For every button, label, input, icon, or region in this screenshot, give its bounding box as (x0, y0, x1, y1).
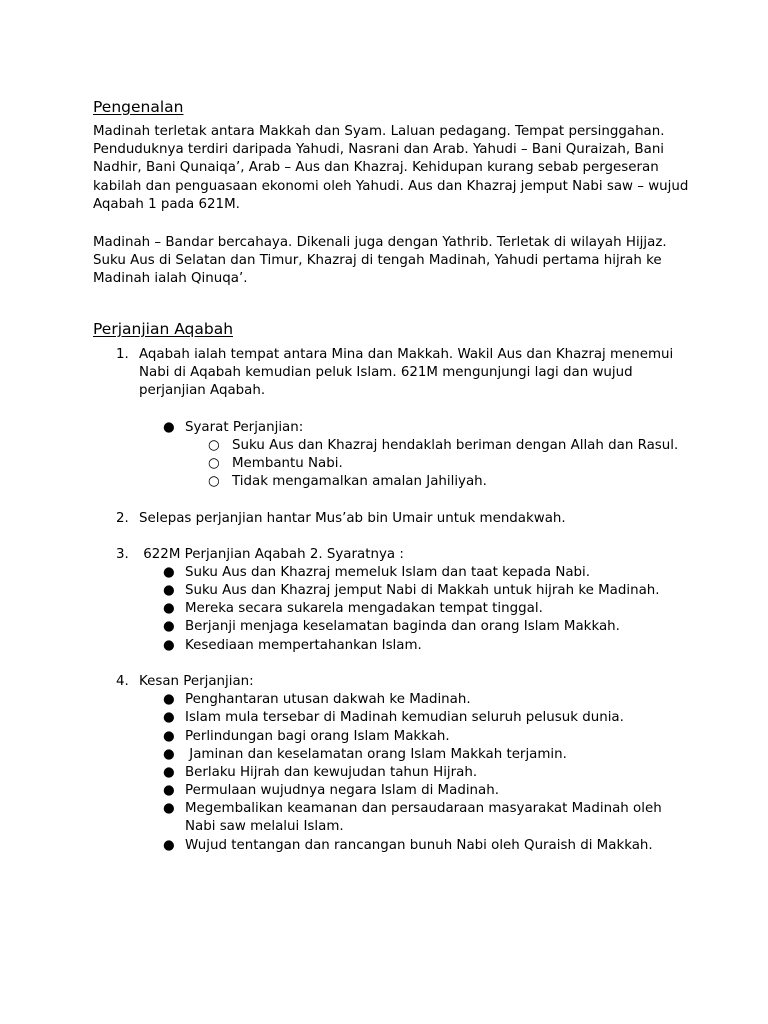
list-number: 4. (116, 674, 129, 689)
list-item-text: 622M Perjanjian Aqabah 2. Syaratnya : (139, 547, 404, 562)
bullet-icon: ● (163, 565, 175, 580)
intro-paragraph-1 (93, 123, 693, 214)
text-line: perjanjian Aqabah. (139, 383, 266, 399)
bullet-icon: ● (163, 747, 175, 762)
bullet-text: Berjanji menjaga keselamatan baginda dan orang Islam Makkah. (185, 619, 620, 634)
bullet-text: Wujud tentangan dan rancangan bunuh Nabi oleh Quraish di Makkah. (185, 838, 653, 853)
bullet-text: Kesediaan mempertahankan Islam. (185, 638, 422, 653)
bullet-text: Suku Aus dan Khazraj jemput Nabi di Makkah untuk hijrah ke Madinah. (185, 583, 660, 598)
list-number: 2. (116, 511, 129, 526)
text-line: Penduduknya terdiri daripada Yahudi, Nasrani dan Arab. Yahudi – Bani Quraizah, Bani (93, 142, 665, 158)
bullet-text (185, 800, 685, 836)
bullet-icon: ● (163, 638, 175, 653)
bullet-text: Perlindungan bagi orang Islam Makkah. (185, 729, 450, 744)
bullet-text: Berlaku Hijrah dan kewujudan tahun Hijrah. (185, 765, 478, 780)
bullet-icon: ● (163, 420, 175, 435)
circle-bullet-icon: ○ (208, 438, 220, 453)
text-line: Suku Aus di Selatan dan Timur, Khazraj di tengah Madinah, Yahudi pertama hijrah ke (93, 253, 662, 269)
text-line: kabilah dan penguasaan ekonomi oleh Yahudi. Aus dan Khazraj jemput Nabi saw – wujud (93, 178, 689, 194)
text-line: Aqabah ialah tempat antara Mina dan Makkah. Wakil Aus dan Khazraj menemui (139, 347, 674, 362)
circle-bullet-icon: ○ (208, 456, 220, 471)
list-item-text (139, 346, 699, 401)
list-number: 3. (116, 547, 129, 562)
bullet-icon: ● (163, 601, 175, 616)
bullet-icon: ● (163, 692, 175, 707)
text-line: Madinah ialah Qinuqa’. (93, 271, 248, 287)
sub-bullet-text: Tidak mengamalkan amalan Jahiliyah. (232, 474, 487, 489)
bullet-text: Syarat Perjanjian: (185, 420, 304, 435)
bullet-icon: ● (163, 838, 175, 853)
bullet-text: Jaminan dan keselamatan orang Islam Makkah terjamin. (185, 747, 567, 762)
bullet-icon: ● (163, 583, 175, 598)
list-number: 1. (116, 347, 129, 362)
bullet-text: Islam mula tersebar di Madinah kemudian seluruh pelusuk dunia. (185, 710, 624, 725)
text-line: Madinah terletak antara Makkah dan Syam. Laluan pedagang. Tempat persinggahan. (93, 124, 665, 139)
bullet-icon: ● (163, 619, 175, 634)
text-line: Nabi di Aqabah kemudian peluk Islam. 621M mengunjungi lagi dan wujud (139, 365, 633, 381)
bullet-text: Penghantaran utusan dakwah ke Madinah. (185, 692, 471, 707)
text-line: Nabi saw melalui Islam. (185, 819, 344, 835)
bullet-icon: ● (163, 710, 175, 725)
text-line: Madinah – Bandar bercahaya. Dikenali juga dengan Yathrib. Terletak di wilayah Hijjaz. (93, 235, 667, 250)
circle-bullet-icon: ○ (208, 474, 220, 489)
section-heading-perjanjian-aqabah: Perjanjian Aqabah (93, 320, 234, 338)
bullet-icon: ● (163, 729, 175, 744)
bullet-icon: ● (163, 765, 175, 780)
text-line: Megembalikan keamanan dan persaudaraan masyarakat Madinah oleh (185, 801, 662, 816)
sub-bullet-text: Suku Aus dan Khazraj hendaklah beriman dengan Allah dan Rasul. (232, 438, 679, 453)
bullet-icon: ● (163, 783, 175, 798)
bullet-icon: ● (163, 801, 175, 816)
bullet-text: Mereka secara sukarela mengadakan tempat tinggal. (185, 601, 543, 616)
bullet-text: Suku Aus dan Khazraj memeluk Islam dan taat kepada Nabi. (185, 565, 591, 580)
text-line: Nadhir, Bani Qunaiqa’, Arab – Aus dan Khazraj. Kehidupan kurang sebab pergeseran (93, 160, 659, 176)
text-line: Aqabah 1 pada 621M. (93, 196, 240, 212)
bullet-text: Permulaan wujudnya negara Islam di Madinah. (185, 783, 499, 798)
sub-bullet-text: Membantu Nabi. (232, 456, 343, 471)
list-item-text: Kesan Perjanjian: (139, 674, 254, 689)
section-heading-pengenalan: Pengenalan (93, 98, 184, 116)
intro-paragraph-2 (93, 234, 693, 289)
list-item-text: Selepas perjanjian hantar Mus’ab bin Umair untuk mendakwah. (139, 511, 566, 526)
